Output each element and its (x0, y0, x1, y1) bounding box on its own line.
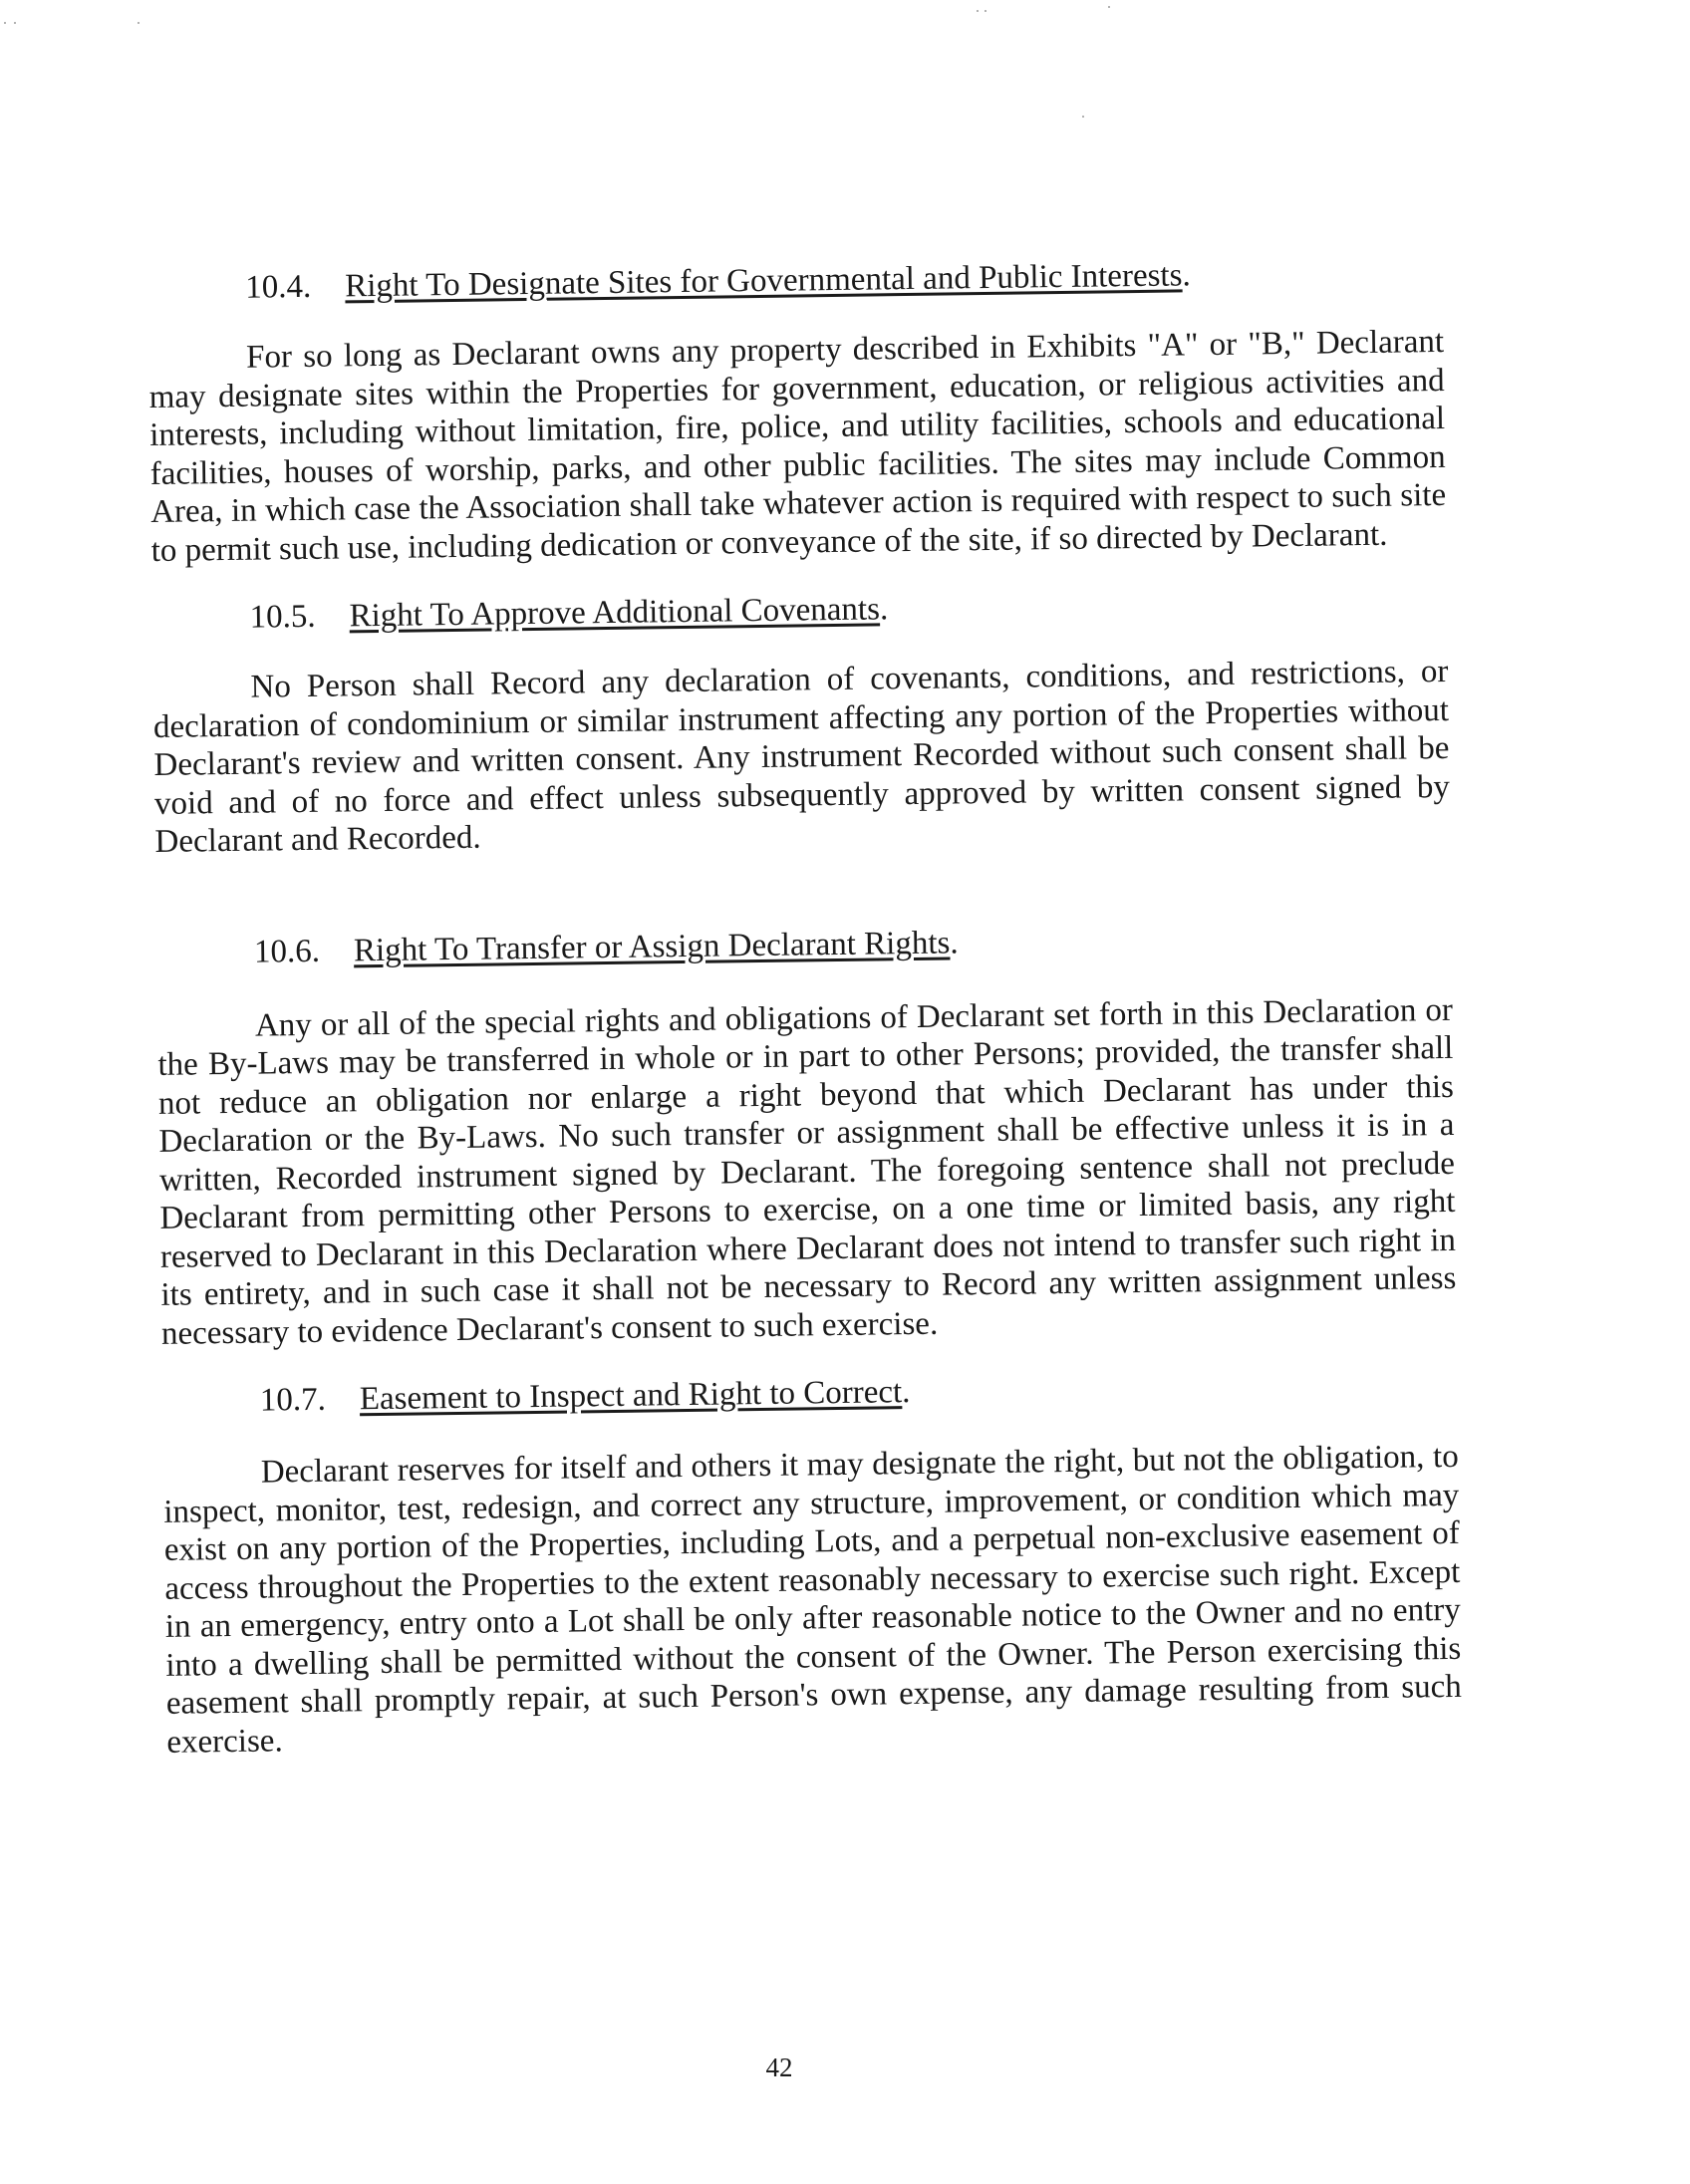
section-title: Easement to Inspect and Right to Correct (359, 1374, 903, 1418)
scan-speck (1108, 6, 1110, 8)
section-paragraph: No Person shall Record any declaration of covenants, conditions, and restrictions, or declaration of condominium or similar instrument affecting any portion of the Properties without Declarant's review and written consent. Any instrument Recorded without such consent shall be void and of no force and effect unless subsequently approved by written consent signed by Declarant and Recorded. (152, 653, 1451, 860)
page-number: 42 (765, 2052, 793, 2082)
section-number: 10.4. (245, 268, 312, 306)
section-number: 10.5. (249, 598, 316, 636)
section-paragraph: For so long as Declarant owns any property described in Exhibits "A" or "B," Declarant may designate sites within the Properties for government, education, or religious activities and interests, including without limitation, fire, police, and utility facilities, schools and educational facilities, houses of worship, parks, and other public facilities. The sites may include Common Area, in which case the Association shall take whatever action is required with respect to such site to permit such use, including dedication or conveyance of the site, if so directed by Declarant. (148, 323, 1447, 569)
section-heading (260, 1365, 1458, 1421)
scan-speck (14, 22, 16, 24)
section-heading (254, 916, 1452, 971)
section-heading (245, 252, 1443, 308)
heading-period: . (901, 1374, 911, 1411)
scan-speck (977, 10, 979, 12)
section-number: 10.7. (259, 1381, 327, 1419)
section-paragraph: Any or all of the special rights and obligations of Declarant set forth in this Declaration or the By-Laws may be transferred in whole or in part to other Persons; provided, the transfer shall not reduce an obligation nor enlarge a right beyond that which Declarant has under this Declaration or the By-Laws. No such transfer or assignment shall be effective unless it is in a written, Recorded instrument signed by Declarant. The foregoing sentence shall not preclude Declarant from permitting other Persons to exercise, on a one time or limited basis, any right reserved to Declarant in this Declaration where Declarant does not intend to transfer such right in its entirety, and in such case it shall not be necessary to Record any written assignment unless necessary to evidence Declarant's consent to such exercise. (157, 991, 1457, 1352)
scan-speck (985, 10, 986, 12)
section-title: Right To Designate Sites for Governmental and Public Interests (345, 257, 1183, 305)
scan-speck (138, 22, 140, 24)
heading-period: . (1182, 257, 1191, 294)
document-body (147, 252, 1462, 1762)
heading-period: . (879, 591, 889, 628)
section-heading (249, 582, 1447, 638)
section-title: Right To Approve Additional Covenants (349, 591, 881, 635)
heading-period: . (950, 924, 959, 961)
section-paragraph: Declarant reserves for itself and others it may designate the right, but not the obligation, to inspect, monitor, test, redesign, and correct any structure, improvement, or condition which may exist on any portion of the Properties, including Lots, and a perpetual non-exclusive easement of access throughout the Properties to the extent reasonably necessary to exercise such right. Except in an emergency, entry onto a Lot shall be only after reasonable notice to the Owner and no entry into a dwelling shall be permitted without the consent of the Owner. The Person exercising this easement shall promptly repair, at such Person's own expense, any damage resulting from such exercise. (163, 1438, 1462, 1761)
scan-speck (1082, 116, 1084, 118)
scan-speck (4, 22, 6, 24)
section-title: Right To Transfer or Assign Declarant Rights (353, 925, 951, 968)
section-number: 10.6. (253, 933, 321, 970)
